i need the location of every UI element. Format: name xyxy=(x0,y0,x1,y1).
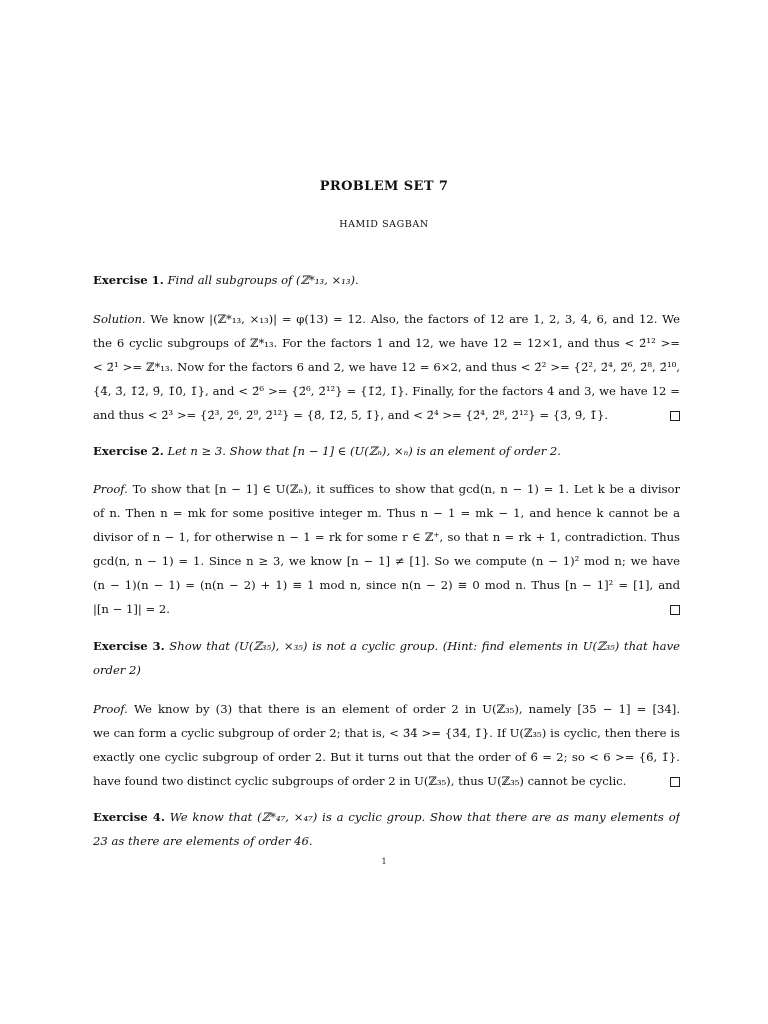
proof-line: exactly one cyclic subgroup of order 2. But it turns out that the order of 6̄ = 2; so < 6 >= {6̄, 1̄}. xyxy=(93,750,680,764)
qed-square-icon xyxy=(670,605,680,615)
exercise-1 xyxy=(93,268,680,292)
solution-line xyxy=(93,403,680,427)
exercise-2 xyxy=(93,439,680,463)
proof-line: (n − 1)(n − 1) = (n(n − 2) + 1) ≡ 1 mod n, since n(n − 2) ≡ 0 mod n. Thus [n − 1]² = [1], and xyxy=(93,578,680,592)
proof-label: Proof. xyxy=(93,482,128,496)
exercise-statement: Show that (U(ℤ₃₅), ×₃₅) is not a cyclic group. (Hint: find elements in U(ℤ₃₅) that have xyxy=(169,639,680,653)
exercise-4-heading xyxy=(93,805,680,829)
exercise-2-proof xyxy=(93,477,680,621)
proof-line xyxy=(93,597,680,621)
proof-line: gcd(n, n − 1) = 1. Since n ≥ 3, we know [n − 1] ≠ [1]. So we compute (n − 1)² mod n; we have xyxy=(93,554,680,568)
solution-line xyxy=(93,307,680,331)
exercise-3-proof xyxy=(93,697,680,793)
exercise-statement: We know that (ℤ*₄₇, ×₄₇) is a cyclic group. Show that there are as many elements of xyxy=(169,810,680,824)
proof-text: have found two distinct cyclic subgroups of order 2 in U(ℤ₃₅), thus U(ℤ₃₅) cannot be cyclic. xyxy=(93,774,627,788)
proof-line xyxy=(93,769,680,793)
exercise-2-heading xyxy=(93,439,680,463)
solution-label: Solution. xyxy=(93,312,146,326)
proof-line: we can form a cyclic subgroup of order 2; that is, < 3̄4̄ >= {3̄4̄, 1̄}. If U(ℤ₃₅) is cyclic, then there is xyxy=(93,726,680,740)
qed-square-icon xyxy=(670,411,680,421)
author-name: HAMID SAGBAN xyxy=(339,219,429,230)
exercise-statement-line: order 2) xyxy=(93,663,141,677)
exercise-1-heading xyxy=(93,268,680,292)
proof-label: Proof. xyxy=(93,702,128,716)
proof-text: We know by (3) that there is an element of order 2 in U(ℤ₃₅), namely [35 − 1] = [34]. xyxy=(134,702,680,716)
exercise-statement-line: 23 as there are elements of order 46. xyxy=(93,834,313,848)
exercise-label: Exercise 3. xyxy=(93,639,165,653)
solution-text: and thus < 2̄³ >= {2̄³, 2̄⁶, 2̄⁹, 2̄¹²} = {8̄, 1̄2̄, 5̄, 1̄}, and < 2̄⁴ >= {2̄⁴, 2̄⁸, 2̄¹²} = {3̄, 9̄, 1̄}. xyxy=(93,408,609,422)
proof-text: To show that [n − 1] ∈ U(ℤₙ), it suffices to show that gcd(n, n − 1) = 1. Let k be a divisor xyxy=(132,482,680,496)
proof-line: divisor of n − 1, for otherwise n − 1 = rk for some r ∈ ℤ⁺, so that n = rk + 1, contradiction. Thus xyxy=(93,530,680,544)
exercise-label: Exercise 1. xyxy=(93,273,164,287)
exercise-3 xyxy=(93,634,680,682)
exercise-3-heading xyxy=(93,634,680,658)
proof-text: |[n − 1]| = 2. xyxy=(93,602,170,616)
qed-square-icon xyxy=(670,777,680,787)
solution-line: {4̄, 3̄, 1̄2̄, 9̄, 1̄0̄, 1̄}, and < 2̄⁶ >= {2̄⁶, 2̄¹²} = {1̄2̄, 1̄}. Finally, for the factors 4 and 3, we have 12 = xyxy=(93,384,680,398)
proof-line xyxy=(93,697,680,721)
solution-line: < 2̄¹ >= ℤ*₁₃. Now for the factors 6 and 2, we have 12 = 6×2, and thus < 2̄² >= {2̄², 2̄⁴, 2̄⁶, 2̄⁸, 2̄¹⁰, xyxy=(93,360,680,374)
exercise-4 xyxy=(93,805,680,853)
exercise-statement: Find all subgroups of (ℤ*₁₃, ×₁₃). xyxy=(167,273,359,287)
page-number: 1 xyxy=(381,857,387,866)
proof-line: of n. Then n = mk for some positive integer m. Thus n − 1 = mk − 1, and hence k cannot be a xyxy=(93,506,680,520)
exercise-statement: Let n ≥ 3. Show that [n − 1] ∈ (U(ℤₙ), ×ₙ) is an element of order 2. xyxy=(167,444,561,458)
exercise-label: Exercise 4. xyxy=(93,810,165,824)
solution-text: We know |(ℤ*₁₃, ×₁₃)| = φ(13) = 12. Also, the factors of 12 are 1, 2, 3, 4, 6, and 12. We xyxy=(150,312,680,326)
proof-line xyxy=(93,477,680,501)
page-title: PROBLEM SET 7 xyxy=(319,179,449,194)
exercise-1-solution xyxy=(93,307,680,427)
exercise-label: Exercise 2. xyxy=(93,444,164,458)
solution-line: the 6 cyclic subgroups of ℤ*₁₃. For the factors 1 and 12, we have 12 = 12×1, and thus < 2̄¹² >= xyxy=(93,336,680,350)
